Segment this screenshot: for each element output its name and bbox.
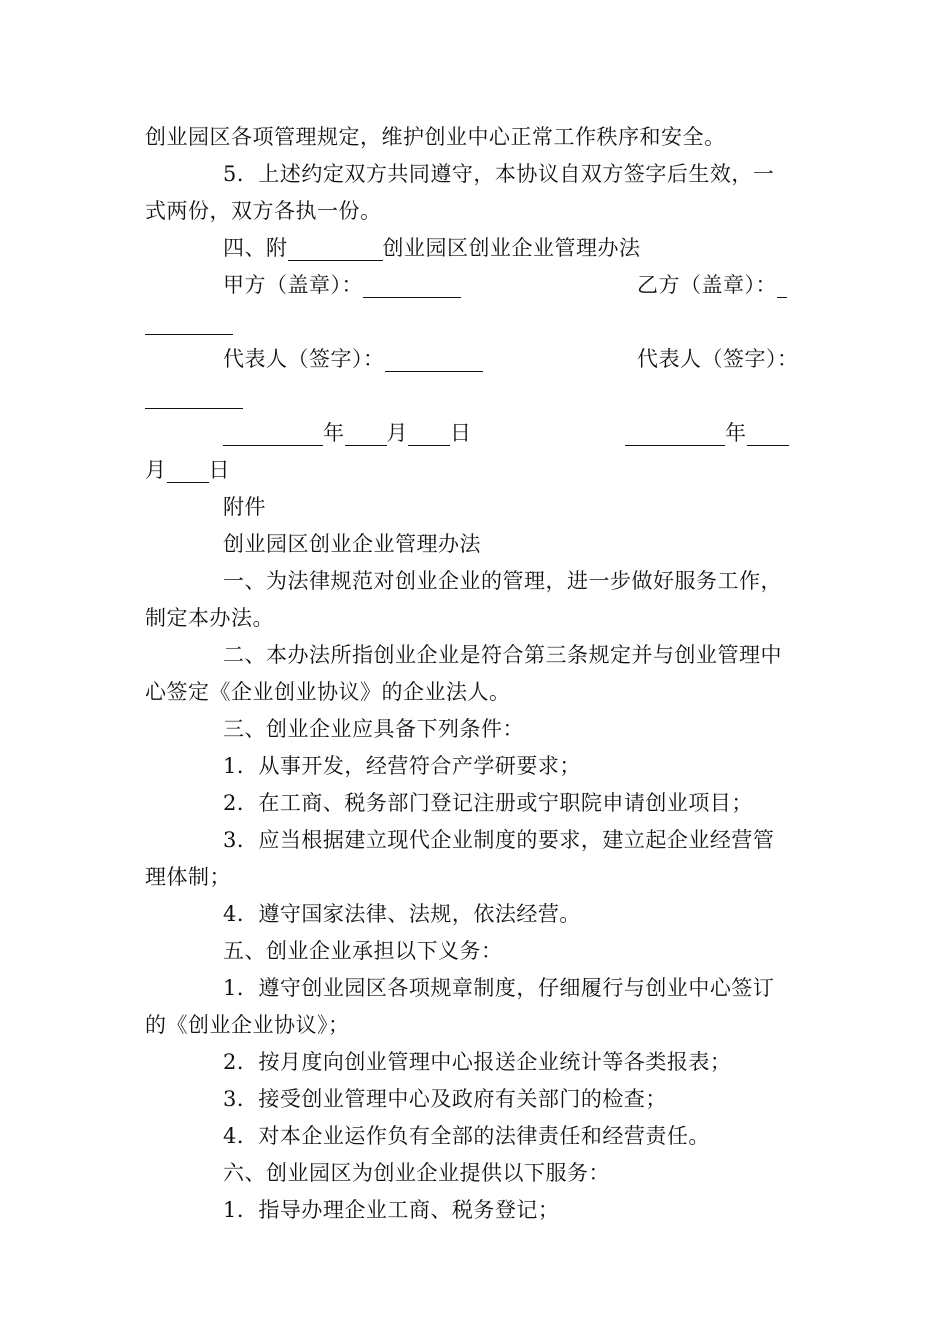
blank-underline: [145, 312, 233, 335]
party-b-signature-line: 代表人（签字）：: [637, 347, 799, 371]
party-b-seal-blank: [145, 309, 233, 335]
blank-underline: [777, 275, 787, 298]
text-line: 4．对本企业运作负有全部的法律责任和经营责任。: [223, 1124, 710, 1148]
blank-underline: [145, 386, 243, 409]
party-b-date-continued: [145, 457, 230, 483]
text-line: 4．遵守国家法律、法规，依法经营。: [223, 902, 581, 926]
date-year-label: 年: [725, 421, 747, 445]
date-month-label: 月: [386, 421, 408, 445]
party-a-signature-label: 代表人（签字）：: [223, 347, 385, 371]
blank-underline: [408, 423, 450, 446]
text-fragment: 创业园区创业企业管理办法: [382, 236, 641, 260]
blank-underline: [288, 238, 383, 261]
text-line: 1．指导办理企业工商、税务登记；: [223, 1198, 560, 1222]
party-a-signature-line: [223, 346, 483, 372]
blank-underline: [385, 349, 483, 372]
party-a-seal-label: 甲方（盖章）：: [223, 273, 363, 297]
date-year-label: 年: [323, 421, 345, 445]
text-line: 式两份，双方各执一份。: [145, 199, 382, 223]
text-line: 3．应当根据建立现代企业制度的要求，建立起企业经营管: [223, 828, 775, 852]
party-b-date-line: [625, 420, 789, 446]
party-b-seal-label: 乙方（盖章）：: [637, 273, 777, 297]
date-day-label: 日: [208, 458, 230, 482]
text-line: 制定本办法。: [145, 606, 274, 630]
blank-underline: [167, 460, 209, 483]
blank-underline: [625, 423, 725, 446]
attachment-reference-line: [223, 235, 641, 261]
attachment-heading: 附件: [223, 495, 266, 519]
text-line: 六、创业园区为创业企业提供以下服务：: [223, 1161, 610, 1185]
blank-underline: [747, 423, 789, 446]
attachment-title: 创业园区创业企业管理办法: [223, 532, 481, 556]
blank-underline: [223, 423, 323, 446]
text-line: 3．接受创业管理中心及政府有关部门的检查；: [223, 1087, 667, 1111]
text-line: 1．遵守创业园区各项规章制度，仔细履行与创业中心签订: [223, 976, 775, 1000]
party-b-signature-blank: [145, 383, 243, 409]
text-fragment: 四、附: [223, 236, 288, 260]
text-line: 五、创业企业承担以下义务：: [223, 939, 503, 963]
blank-underline: [345, 423, 387, 446]
party-b-seal-line: [637, 272, 787, 298]
party-a-seal-line: [223, 272, 461, 298]
date-month-label: 月: [145, 458, 167, 482]
date-day-label: 日: [450, 421, 472, 445]
text-line: 心签定《企业创业协议》的企业法人。: [145, 680, 511, 704]
text-line: 5．上述约定双方共同遵守，本协议自双方签字后生效，一: [223, 162, 775, 186]
text-line: 一、为法律规范对创业企业的管理，进一步做好服务工作，: [223, 569, 782, 593]
text-line: 的《创业企业协议》；: [145, 1013, 350, 1037]
text-line: 理体制；: [145, 865, 231, 889]
text-line: 1．从事开发，经营符合产学研要求；: [223, 754, 581, 778]
blank-underline: [363, 275, 461, 298]
text-line: 2．按月度向创业管理中心报送企业统计等各类报表；: [223, 1050, 732, 1074]
text-line: 2．在工商、税务部门登记注册或宁职院申请创业项目；: [223, 791, 753, 815]
text-line: 三、创业企业应具备下列条件：: [223, 717, 524, 741]
text-line: 创业园区各项管理规定，维护创业中心正常工作秩序和安全。: [145, 125, 726, 149]
text-line: 二、本办法所指创业企业是符合第三条规定并与创业管理中: [223, 643, 782, 667]
party-a-date-line: [223, 420, 472, 446]
